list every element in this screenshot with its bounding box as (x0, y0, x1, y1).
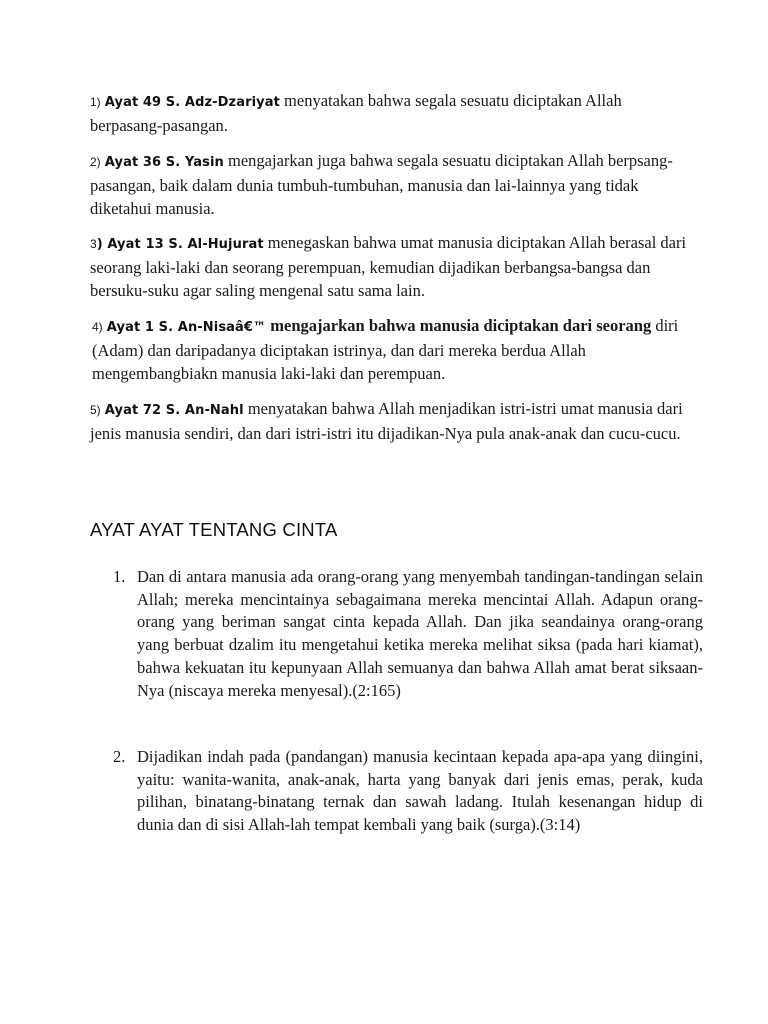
paragraph-bold-text: mengajarkan bahwa manusia diciptakan dari seorang (266, 316, 652, 335)
paragraph-number: 4) (92, 320, 103, 334)
verse-reference: Ayat 36 S. Yasin (104, 155, 224, 170)
paragraph-number: 1) (90, 95, 101, 109)
paragraph-text: menyatakan bahwa segala sesuatu diciptakan Allah berpasang-pasangan. (90, 91, 622, 135)
list-item-text: Dan di antara manusia ada orang-orang yang menyembah tandingan-tandingan selain Allah; mereka mencintainya sebagaimana mereka mencintai Allah. Adapun orang-orang yang beriman sangat cinta kepada Allah. Dan jika seandainya orang-orang yang berbuat dzalim itu mengetahui ketika mereka melihat siksa (pada hari kiamat), bahwa kekuatan itu kepunyaan Allah semuanya dan bahwa Allah amat berat siksaan-Nya (niscaya mereka menyesal).(2:165) (137, 567, 703, 700)
list-item-number: 2. (113, 747, 126, 766)
paragraph-3 (90, 231, 690, 302)
section-heading: AYAT AYAT TENTANG CINTA (90, 519, 338, 540)
paragraph-text: mengajarkan juga bahwa segala sesuatu diciptakan Allah berpsang-pasangan, baik dalam dunia tumbuh-tumbuhan, manusia dan lai-lainnya yang tidak diketahui manusia. (90, 151, 673, 218)
paragraph-number: 5) (90, 403, 101, 417)
numbered-list-item-2-container (113, 746, 703, 837)
paragraph-5 (90, 397, 690, 445)
verse-reference: ) Ayat 13 S. Al-Hujurat (96, 237, 264, 252)
paragraph-text: diri (Adam) dan daripadanya diciptakan istrinya, dan dari mereka berdua Allah mengembangbiakn manusia laki-laki dan perempuan. (92, 316, 679, 383)
paragraph-number: 2) (90, 155, 101, 169)
paragraph-2 (90, 149, 690, 220)
paragraph-4 (92, 314, 692, 385)
list-item-text: Dijadikan indah pada (pandangan) manusia kecintaan kepada apa-apa yang diingini, yaitu: wanita-wanita, anak-anak, harta yang banyak dari jenis emas, perak, kuda pilihan, binatang-binatang ternak dan sawah ladang. Itulah kesenangan hidup di dunia dan di sisi Allah-lah tempat kembali yang baik (surga).(3:14) (137, 747, 703, 835)
list-item-number: 1. (113, 567, 126, 586)
numbered-list-item-1-container (113, 566, 703, 702)
paragraph-text: menegaskan bahwa umat manusia diciptakan Allah berasal dari seorang laki-laki dan seorang perempuan, kemudian dijadikan berbangsa-bangsa dan bersuku-suku agar saling mengenal satu sama lain. (90, 233, 687, 300)
verse-reference: Ayat 49 S. Adz-Dzariyat (104, 95, 280, 110)
paragraph-1 (90, 89, 690, 137)
verse-reference: Ayat 1 S. An-Nisaâ€™ (106, 320, 267, 335)
paragraph-text: menyatakan bahwa Allah menjadikan istri-istri umat manusia dari jenis manusia sendiri, dan dari istri-istri itu dijadikan-Nya pula anak-anak dan cucu-cucu. (90, 399, 683, 443)
list-item (113, 746, 703, 837)
list-item (113, 566, 703, 702)
verse-reference: Ayat 72 S. An-Nahl (104, 403, 244, 418)
paragraph-number: 3 (90, 237, 97, 251)
